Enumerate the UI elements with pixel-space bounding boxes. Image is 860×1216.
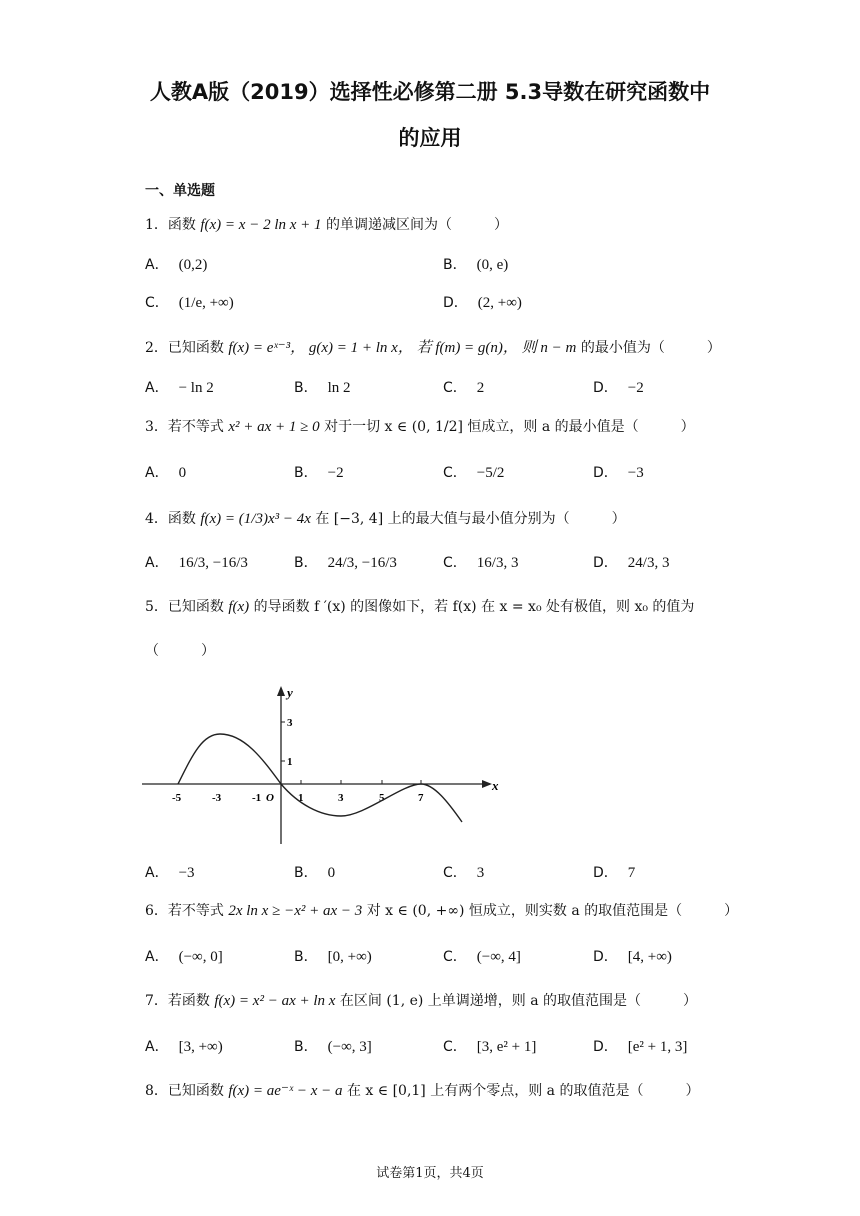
q4-option-c: C． 16/3, 3 xyxy=(443,555,519,571)
q5-option-c: C． 3 xyxy=(443,865,485,881)
q2-option-c: C． 2 xyxy=(443,380,485,396)
q6-option-d: D． [4, +∞) xyxy=(593,949,672,965)
x-tick-5: 5 xyxy=(379,792,385,804)
question-5-paren: （ ） xyxy=(145,643,215,659)
x-axis-label: x xyxy=(492,778,499,793)
origin-label: O xyxy=(266,792,274,804)
q2-option-d: D． −2 xyxy=(593,380,644,396)
question-1: 1．函数 f(x) = x − 2 ln x + 1 的单调递减区间为（ ） xyxy=(145,217,508,233)
derivative-graph xyxy=(140,680,510,850)
question-8: 8．已知函数 f(x) = ae⁻ˣ − x − a 在 x ∈ [0,1] 上有两个零点，则 a 的取值范是（ ） xyxy=(145,1083,700,1099)
y-axis-arrow xyxy=(277,686,285,696)
q7-option-a: A． [3, +∞) xyxy=(145,1039,223,1055)
question-2: 2．已知函数 f(x) = eˣ⁻³， g(x) = 1 + ln x， 若 f(m) = g(n)， 则 n − m 的最小值为（ ） xyxy=(145,340,721,356)
q5-option-d: D． 7 xyxy=(593,865,636,881)
q3-option-d: D． −3 xyxy=(593,465,644,481)
q2-option-b: B． ln 2 xyxy=(294,380,351,396)
question-6: 6．若不等式 2x ln x ≥ −x² + ax − 3 对 x ∈ (0, +∞) 恒成立，则实数 a 的取值范围是（ ） xyxy=(145,903,739,919)
q7-option-b: B． (−∞, 3] xyxy=(294,1039,372,1055)
q2-option-a: A． − ln 2 xyxy=(145,380,214,396)
derivative-curve xyxy=(178,734,462,822)
x-tick-3: 3 xyxy=(338,792,344,804)
x-tick--3: -3 xyxy=(212,792,222,804)
q4-option-d: D． 24/3, 3 xyxy=(593,555,670,571)
q7-option-d: D． [e² + 1, 3] xyxy=(593,1039,688,1055)
page-footer: 试卷第1页，共4页 xyxy=(376,1166,484,1181)
q5-option-b: B． 0 xyxy=(294,865,336,881)
y-tick-1: 1 xyxy=(287,756,293,768)
q1-option-b: B． (0, e) xyxy=(443,257,509,273)
q5-option-a: A． −3 xyxy=(145,865,195,881)
y-axis-label: y xyxy=(287,685,293,700)
q4-option-a: A． 16/3, −16/3 xyxy=(145,555,248,571)
x-axis-arrow xyxy=(482,780,492,788)
q1-option-a: A． (0,2) xyxy=(145,257,208,273)
question-5: 5．已知函数 f(x) 的导函数 f ′(x) 的图像如下，若 f(x) 在 x = x₀ 处有极值，则 x₀ 的值为 xyxy=(145,599,695,615)
q4-option-b: B． 24/3, −16/3 xyxy=(294,555,397,571)
q1-option-d: D． (2, +∞) xyxy=(443,295,522,311)
q7-option-c: C． [3, e² + 1] xyxy=(443,1039,537,1055)
x-tick--1: -1 xyxy=(252,792,262,804)
q3-option-c: C． −5/2 xyxy=(443,465,505,481)
q3-option-b: B． −2 xyxy=(294,465,344,481)
q6-option-a: A． (−∞, 0] xyxy=(145,949,223,965)
q3-option-a: A． 0 xyxy=(145,465,187,481)
question-7: 7．若函数 f(x) = x² − ax + ln x 在区间 (1, e) 上单调递增，则 a 的取值范围是（ ） xyxy=(145,993,698,1009)
x-tick-7: 7 xyxy=(418,792,424,804)
q6-option-b: B． [0, +∞) xyxy=(294,949,372,965)
section-heading: 一、单选题 xyxy=(145,183,215,199)
q6-option-c: C． (−∞, 4] xyxy=(443,949,521,965)
question-3: 3．若不等式 x² + ax + 1 ≥ 0 对于一切 x ∈ (0, 1/2] 恒成立，则 a 的最小值是（ ） xyxy=(145,419,695,435)
y-tick-3: 3 xyxy=(287,717,293,729)
x-tick-1: 1 xyxy=(298,792,304,804)
x-tick--5: -5 xyxy=(172,792,182,804)
doc-title-line2: 的应用 xyxy=(398,126,462,150)
doc-title-line1: 人教A版（2019）选择性必修第二册 5.3导数在研究函数中 xyxy=(149,80,711,104)
q1-option-c: C． (1/e, +∞) xyxy=(145,295,234,311)
question-4: 4．函数 f(x) = (1/3)x³ − 4x 在 [−3, 4] 上的最大值与最小值分别为（ ） xyxy=(145,511,626,527)
